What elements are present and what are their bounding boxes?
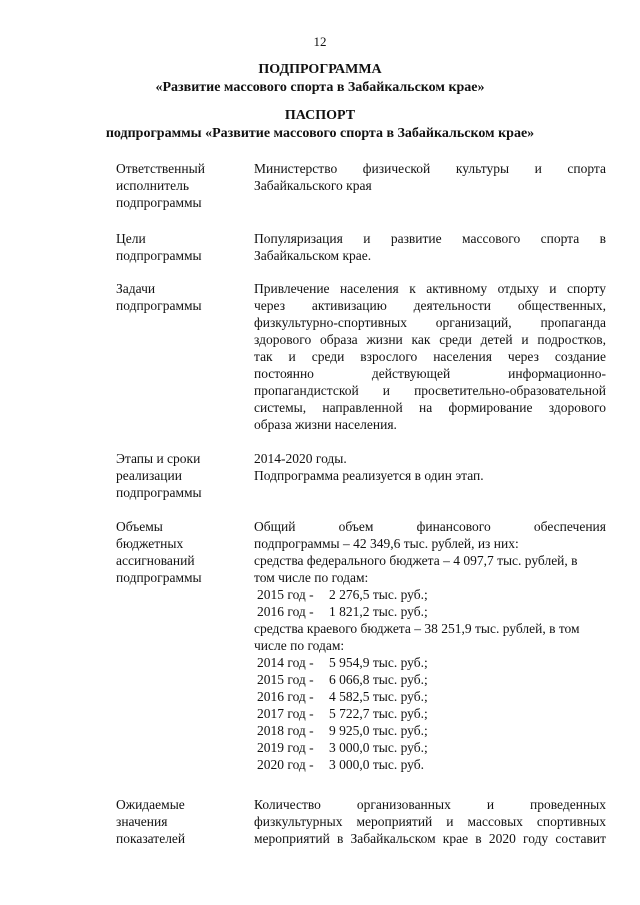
label-line: подпрограммы (116, 570, 202, 585)
row-value (254, 450, 606, 484)
label-line: исполнитель (116, 178, 189, 193)
value-line: Популяризация и развитие массового спорта в (254, 231, 606, 246)
value-line: Общий объем финансового обеспечения (254, 519, 606, 534)
label-line: ассигнований (116, 553, 195, 568)
year-label: 2016 год - (257, 604, 314, 619)
label-line: подпрограммы (116, 195, 202, 210)
year-amount: 5 954,9 тыс. руб.; (329, 655, 428, 670)
subprogram-name: «Развитие массового спорта в Забайкальском крае» (155, 80, 485, 95)
regional-year-row (254, 688, 606, 705)
label-line: подпрограммы (116, 485, 202, 500)
value-line: мероприятий в Забайкальском крае в 2020 году составит (254, 831, 606, 846)
row-value (254, 230, 606, 264)
year-label: 2016 год - (257, 689, 314, 704)
federal-year-row (254, 586, 606, 603)
label-line: показателей (116, 831, 186, 846)
label-line: реализации (116, 468, 182, 483)
year-label: 2015 год - (257, 672, 314, 687)
row-label (116, 160, 241, 211)
label-line: Объемы (116, 519, 163, 534)
value-line: Привлечение населения к активному отдыху и спорту (254, 281, 606, 296)
year-label: 2017 год - (257, 706, 314, 721)
regional-year-row (254, 705, 606, 722)
value-line: Количество организованных и проведенных (254, 797, 606, 812)
value-line: образа жизни населения. (254, 417, 397, 432)
year-label: 2015 год - (257, 587, 314, 602)
value-line: здорового образа жизни как среди детей и подростков, (254, 332, 606, 347)
year-amount: 6 066,8 тыс. руб.; (329, 672, 428, 687)
year-amount: 5 722,7 тыс. руб.; (329, 706, 428, 721)
value-line: постоянно действующей информационно- (254, 366, 606, 381)
label-line: значения (116, 814, 168, 829)
year-amount: 4 582,5 тыс. руб.; (329, 689, 428, 704)
value-line: средства федерального бюджета – 4 097,7 тыс. рублей, в (254, 553, 578, 568)
row-label (116, 230, 241, 264)
row-label (116, 450, 241, 501)
year-label: 2014 год - (257, 655, 314, 670)
value-line: Подпрограмма реализуется в один этап. (254, 468, 484, 483)
passport-heading: ПАСПОРТ (284, 108, 356, 123)
row-value (254, 160, 606, 194)
year-amount: 9 925,0 тыс. руб.; (329, 723, 428, 738)
year-label: 2018 год - (257, 723, 314, 738)
row-value (254, 518, 606, 773)
row-label (116, 796, 241, 847)
year-amount: 3 000,0 тыс. руб. (329, 757, 424, 772)
value-line: системы, направленной на формирование здорового (254, 400, 606, 415)
value-line: том числе по годам: (254, 570, 369, 585)
label-line: Задачи (116, 281, 156, 296)
year-label: 2020 год - (257, 757, 314, 772)
federal-year-row (254, 603, 606, 620)
value-line: через активизацию деятельности общественных, (254, 298, 606, 313)
row-value (254, 280, 606, 433)
regional-year-row (254, 722, 606, 739)
row-value (254, 796, 606, 847)
regional-year-row (254, 654, 606, 671)
value-line: так и среди взрослого населения через создание (254, 349, 606, 364)
year-label: 2019 год - (257, 740, 314, 755)
label-line: Ожидаемые (116, 797, 185, 812)
regional-year-row (254, 756, 606, 773)
year-amount: 1 821,2 тыс. руб.; (329, 604, 428, 619)
year-amount: 3 000,0 тыс. руб.; (329, 740, 428, 755)
page-number: 12 (313, 34, 327, 49)
subprogram-heading: ПОДПРОГРАММА (258, 62, 382, 77)
value-line: физкультурных мероприятий и массовых спортивных (254, 814, 606, 829)
regional-year-row (254, 739, 606, 756)
value-line: числе по годам: (254, 638, 345, 653)
passport-subtitle: подпрограммы «Развитие массового спорта в Забайкальском крае» (105, 126, 535, 141)
label-line: Цели (116, 231, 146, 246)
year-amount: 2 276,5 тыс. руб.; (329, 587, 428, 602)
regional-year-row (254, 671, 606, 688)
value-line: физкультурно-спортивных организаций, пропаганда (254, 315, 606, 330)
row-label (116, 518, 241, 586)
label-line: Ответственный (116, 161, 205, 176)
value-line: Забайкальском крае. (254, 248, 372, 263)
value-line: подпрограммы – 42 349,6 тыс. рублей, из них: (254, 536, 519, 551)
value-line: Министерство физической культуры и спорта (254, 161, 606, 176)
label-line: Этапы и сроки (116, 451, 201, 466)
value-line: средства краевого бюджета – 38 251,9 тыс. рублей, в том (254, 621, 580, 636)
row-label (116, 280, 241, 314)
label-line: подпрограммы (116, 248, 202, 263)
value-line: Забайкальского края (254, 178, 372, 193)
value-line: пропагандистской и просветительно-образовательной (254, 383, 606, 398)
label-line: бюджетных (116, 536, 184, 551)
label-line: подпрограммы (116, 298, 202, 313)
value-line: 2014-2020 годы. (254, 451, 347, 466)
